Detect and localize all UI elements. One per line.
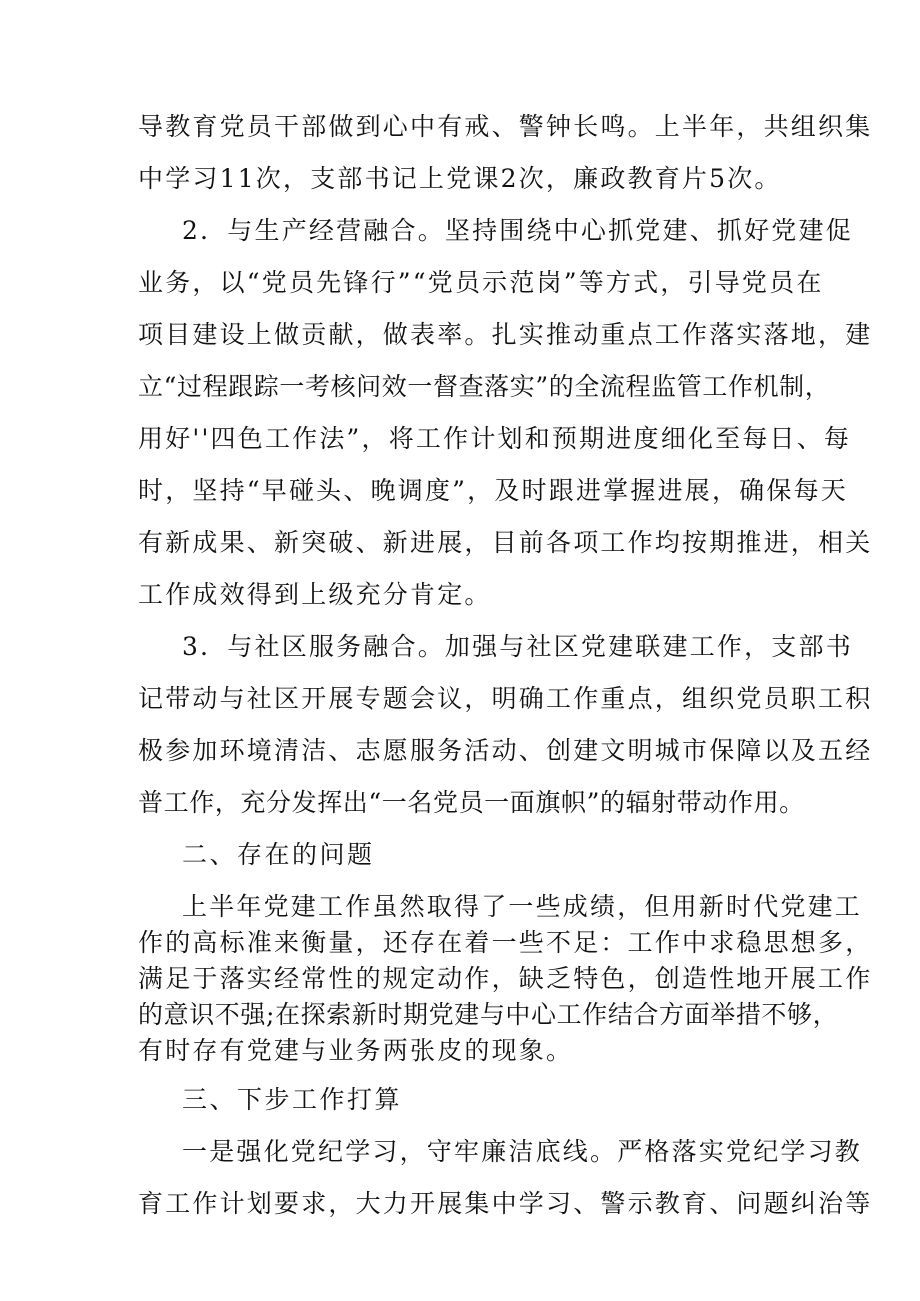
paragraph-line: 导教育党员干部做到心中有戒、警钟长鸣。上半年，共组织集 xyxy=(138,112,873,141)
paragraph-line-plan-1: 一是强化党纪学习，守牢廉洁底线。严格落实党纪学习教 xyxy=(182,1137,863,1166)
paragraph-line: 满足于落实经常性的规定动作，缺乏特色，创造性地开展工作 xyxy=(138,964,873,993)
paragraph-line-item-3: 3．与社区服务融合。加强与社区党建联建工作，支部书 xyxy=(182,632,853,661)
paragraph-line: 项目建设上做贡献，做表率。扎实推动重点工作落实落地，建 xyxy=(138,320,873,349)
paragraph-line: 工作成效得到上级充分肯定。 xyxy=(138,580,492,609)
section-heading-next-steps: 三、下步工作打算 xyxy=(182,1085,403,1114)
paragraph-line: 立“过程跟踪一考核问效一督查落实”的全流程监管工作机制， xyxy=(138,372,831,401)
paragraph-line: 作的高标准来衡量，还存在着一些不足：工作中求稳思想多， xyxy=(138,928,873,957)
paragraph-line-problems: 上半年党建工作虽然取得了一些成绩，但用新时代党建工 xyxy=(182,892,863,921)
paragraph-line: 极参加环境清洁、志愿服务活动、创建文明城市保障以及五经 xyxy=(138,736,873,765)
paragraph-line: 有时存有党建与业务两张皮的现象。 xyxy=(138,1036,574,1065)
paragraph-line: 业务，以“党员先锋行”“党员示范岗”等方式，引导党员在 xyxy=(138,268,824,297)
paragraph-line: 普工作，充分发挥出“一名党员一面旗帜”的辐射带动作用。 xyxy=(138,788,805,817)
section-heading-problems: 二、存在的问题 xyxy=(182,840,375,869)
paragraph-line: 育工作计划要求，大力开展集中学习、警示教育、问题纠治等 xyxy=(138,1189,873,1218)
paragraph-line: 时，坚持“早碰头、晚调度”，及时跟进掌握进展，确保每天 xyxy=(138,476,848,505)
paragraph-line: 的意识不强;在探索新时期党建与中心工作结合方面举措不够， xyxy=(138,1000,839,1029)
paragraph-line: 中学习11次，支部书记上党课2次，廉政教育片5次。 xyxy=(138,164,782,193)
paragraph-line: 用好''四色工作法”，将工作计划和预期进度细化至每日、每 xyxy=(138,424,852,453)
paragraph-line: 记带动与社区开展专题会议，明确工作重点，组织党员职工积 xyxy=(138,684,873,713)
paragraph-line-item-2: 2．与生产经营融合。坚持围绕中心抓党建、抓好党建促 xyxy=(182,216,853,245)
paragraph-line: 有新成果、新突破、新进展，目前各项工作均按期推进，相关 xyxy=(138,528,873,557)
